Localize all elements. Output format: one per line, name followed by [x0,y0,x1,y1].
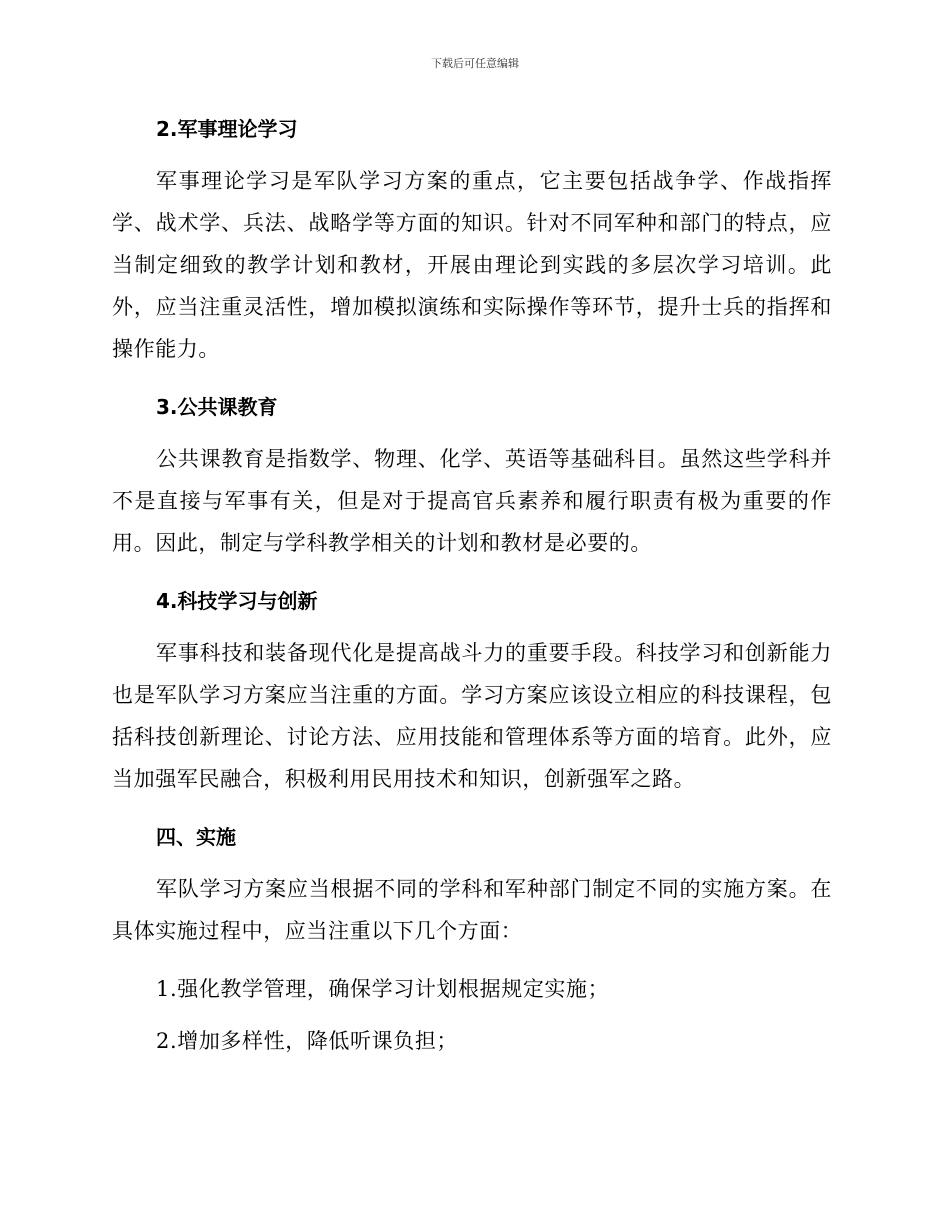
section-heading-military-theory: 2.军事理论学习 [156,117,298,141]
list-item: 2.增加多样性，降低听课负担； [156,1029,459,1053]
list-item: 1.强化教学管理，确保学习计划根据规定实施； [156,977,610,1001]
paragraph-tech-innovation: 军事科技和装备现代化是提高战斗力的重要手段。科技学习和创新能力也是军队学习方案应当注重的方面。学习方案应该设立相应的科技课程，包括科技创新理论、讨论方法、应用技能和管理体系等方面的培育。此外，应当加强军民融合，积极利用民用技术和知识，创新强军之路。 [112,641,832,791]
paragraph-implementation: 军队学习方案应当根据不同的学科和军种部门制定不同的实施方案。在具体实施过程中，应当注重以下几个方面： [112,877,832,943]
section-heading-implementation: 四、实施 [156,825,236,849]
section-heading-tech-innovation: 4.科技学习与创新 [156,589,318,613]
section-heading-public-courses: 3.公共课教育 [156,395,278,419]
paragraph-public-courses: 公共课教育是指数学、物理、化学、英语等基础科目。虽然这些学科并不是直接与军事有关，但是对于提高官兵素养和履行职责有极为重要的作用。因此，制定与学科教学相关的计划和教材是必要的。 [112,447,832,555]
document-body [112,108,832,1072]
paragraph-military-theory: 军事理论学习是军队学习方案的重点，它主要包括战争学、作战指挥学、战术学、兵法、战略学等方面的知识。针对不同军种和部门的特点，应当制定细致的教学计划和教材，开展由理论到实践的多层次学习培训。此外，应当注重灵活性，增加模拟演练和实际操作等环节，提升士兵的指挥和操作能力。 [112,169,832,361]
page-header: 下载后可任意编辑 [431,57,519,70]
